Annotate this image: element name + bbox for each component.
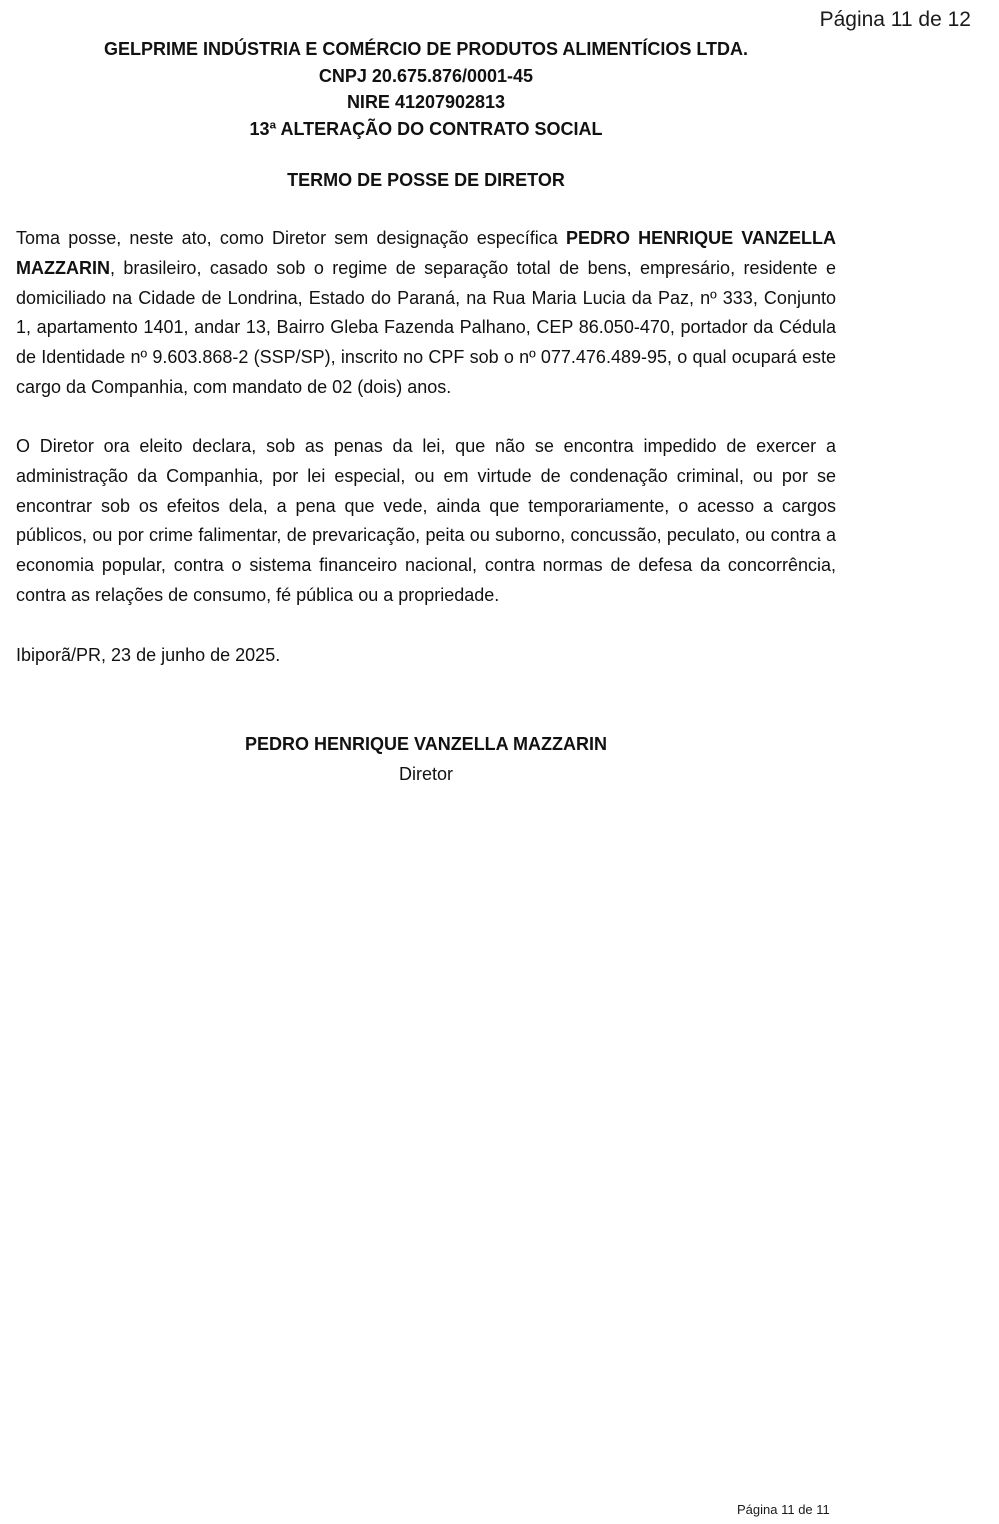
nire-line: NIRE 41207902813 xyxy=(346,92,506,112)
paragraph-1-rest: , brasileiro, casado sob o regime de separação total de bens, empresário, residente e domiciliado na Cidade de Londrina, Estado do Paraná, na Rua Maria Lucia da Paz, nº 333, Conjunto 1, apartamento 1401, andar 13, Bairro Gleba Fazenda Palhano, CEP 86.050-470, portador da Cédula de Identidade nº 9.603.868-2 (SSP/SP), inscrito no CPF sob o nº 077.476.489-95, o qual ocupará este cargo da Companhia, com mandato de 02 (dois) anos. xyxy=(16,257,836,397)
document-header xyxy=(16,36,836,142)
paragraph-inauguration xyxy=(16,224,836,403)
cnpj-line: CNPJ 20.675.876/0001-45 xyxy=(318,65,534,86)
paragraph-1-intro: Toma posse, neste ato, como Diretor sem designação específica xyxy=(16,228,566,248)
signature-role: Diretor xyxy=(398,763,453,784)
director-name-inline: PEDRO HENRIQUE VANZELLA MAZZARIN xyxy=(16,228,836,278)
paragraph-declaration: O Diretor ora eleito declara, sob as penas da lei, que não se encontra impedido de exercer a administração da Companhia, por lei especial, ou em virtude de condenação criminal, ou por se encontrar sob os efeitos dela, a pena que vede, ainda que temporariamente, o acesso a cargos públicos, ou por crime falimentar, de prevaricação, peita ou suborno, concussão, peculato, ou contra a economia popular, contra o sistema financeiro nacional, contra normas de defesa da concorrência, contra as relações de consumo, fé pública ou a propriedade. xyxy=(16,436,836,605)
signature-name: PEDRO HENRIQUE VANZELLA MAZZARIN xyxy=(245,734,607,754)
page-counter-bottom: Página 11 de 11 xyxy=(737,1502,830,1517)
amendment-title: 13ª ALTERAÇÃO DO CONTRATO SOCIAL xyxy=(249,118,603,139)
page-counter-top: Página 11 de 12 xyxy=(819,8,971,31)
company-name: GELPRIME INDÚSTRIA E COMÉRCIO DE PRODUTOS ALIMENTÍCIOS LTDA. xyxy=(103,39,749,59)
date-line: Ibiporã/PR, 23 de junho de 2025. xyxy=(16,645,281,665)
signature-block xyxy=(16,730,836,789)
term-title: TERMO DE POSSE DE DIRETOR xyxy=(287,170,565,190)
